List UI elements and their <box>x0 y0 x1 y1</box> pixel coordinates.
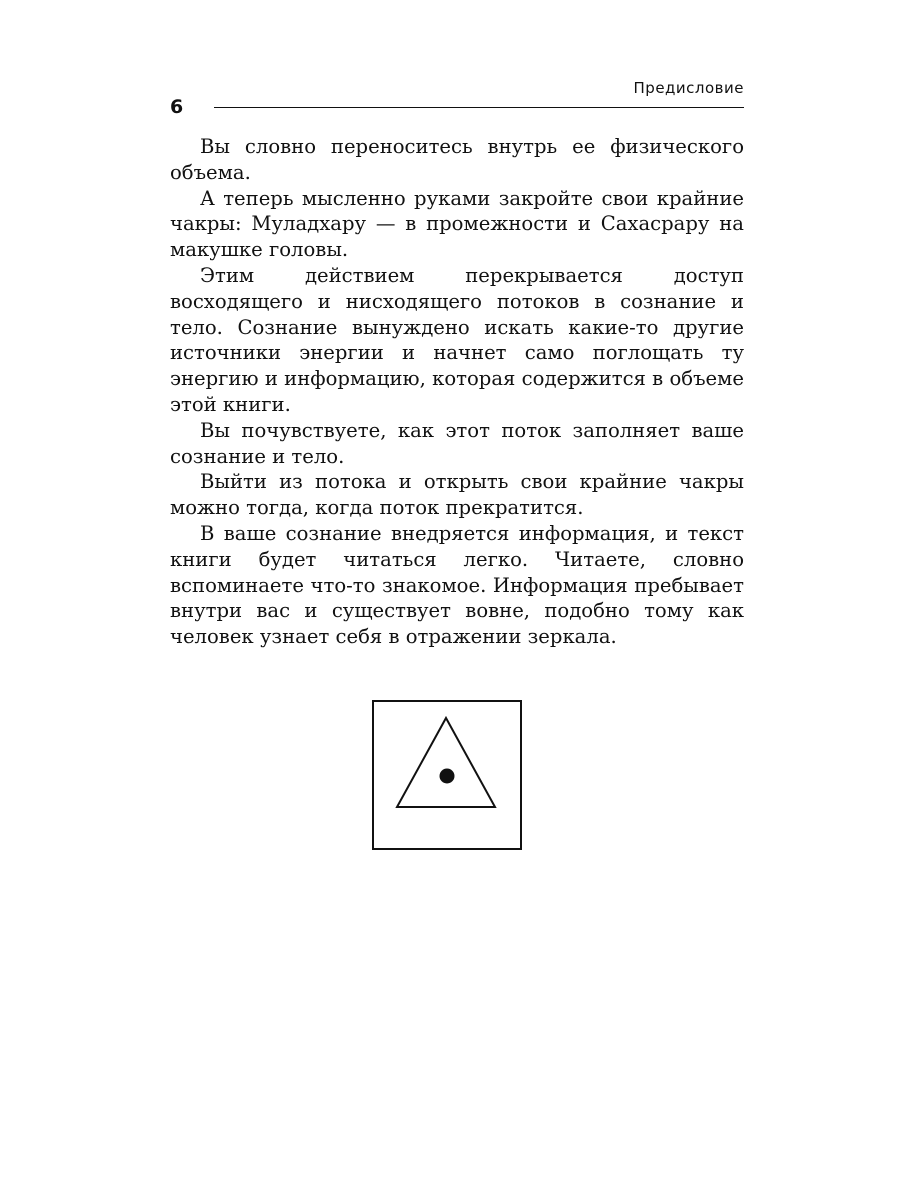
figure-dot <box>440 769 455 784</box>
paragraph-2: А теперь мысленно руками закройте свои крайние чакры: Муладхару — в промежности и Сахасрару на макушке головы. <box>170 186 744 262</box>
symbol-figure <box>372 700 522 850</box>
header-rule <box>214 107 744 108</box>
paragraph-3: Этим действием перекрывается доступ восходящего и нисходящего потоков в сознание и тело. Сознание вынуждено искать какие-то другие источники энергии и начнет само поглощать ту энергию и информацию, которая содержится в объеме этой книги. <box>170 263 744 416</box>
paragraph-5: Выйти из потока и открыть свои крайние чакры можно тогда, когда поток прекратится. <box>170 470 744 520</box>
section-title: Предисловие <box>633 79 744 97</box>
running-head <box>170 76 744 116</box>
paragraph-4: Вы почувствуете, как этот поток заполняет ваше сознание и тело. <box>170 418 744 468</box>
paragraph-6: В ваше сознание внедряется информация, и текст книги будет читаться легко. Читаете, словно вспоминаете что-то знакомое. Информация пребывает внутри вас и существует вовне, подобно тому как человек узнает себя в отражении зеркала. <box>170 521 744 649</box>
triangle-dot-symbol-icon <box>372 700 522 850</box>
page-number: 6 <box>170 96 184 118</box>
figure-triangle <box>397 718 495 807</box>
paragraph-1: Вы словно переноситесь внутрь ее физического объема. <box>170 135 744 184</box>
body-text <box>170 134 744 650</box>
